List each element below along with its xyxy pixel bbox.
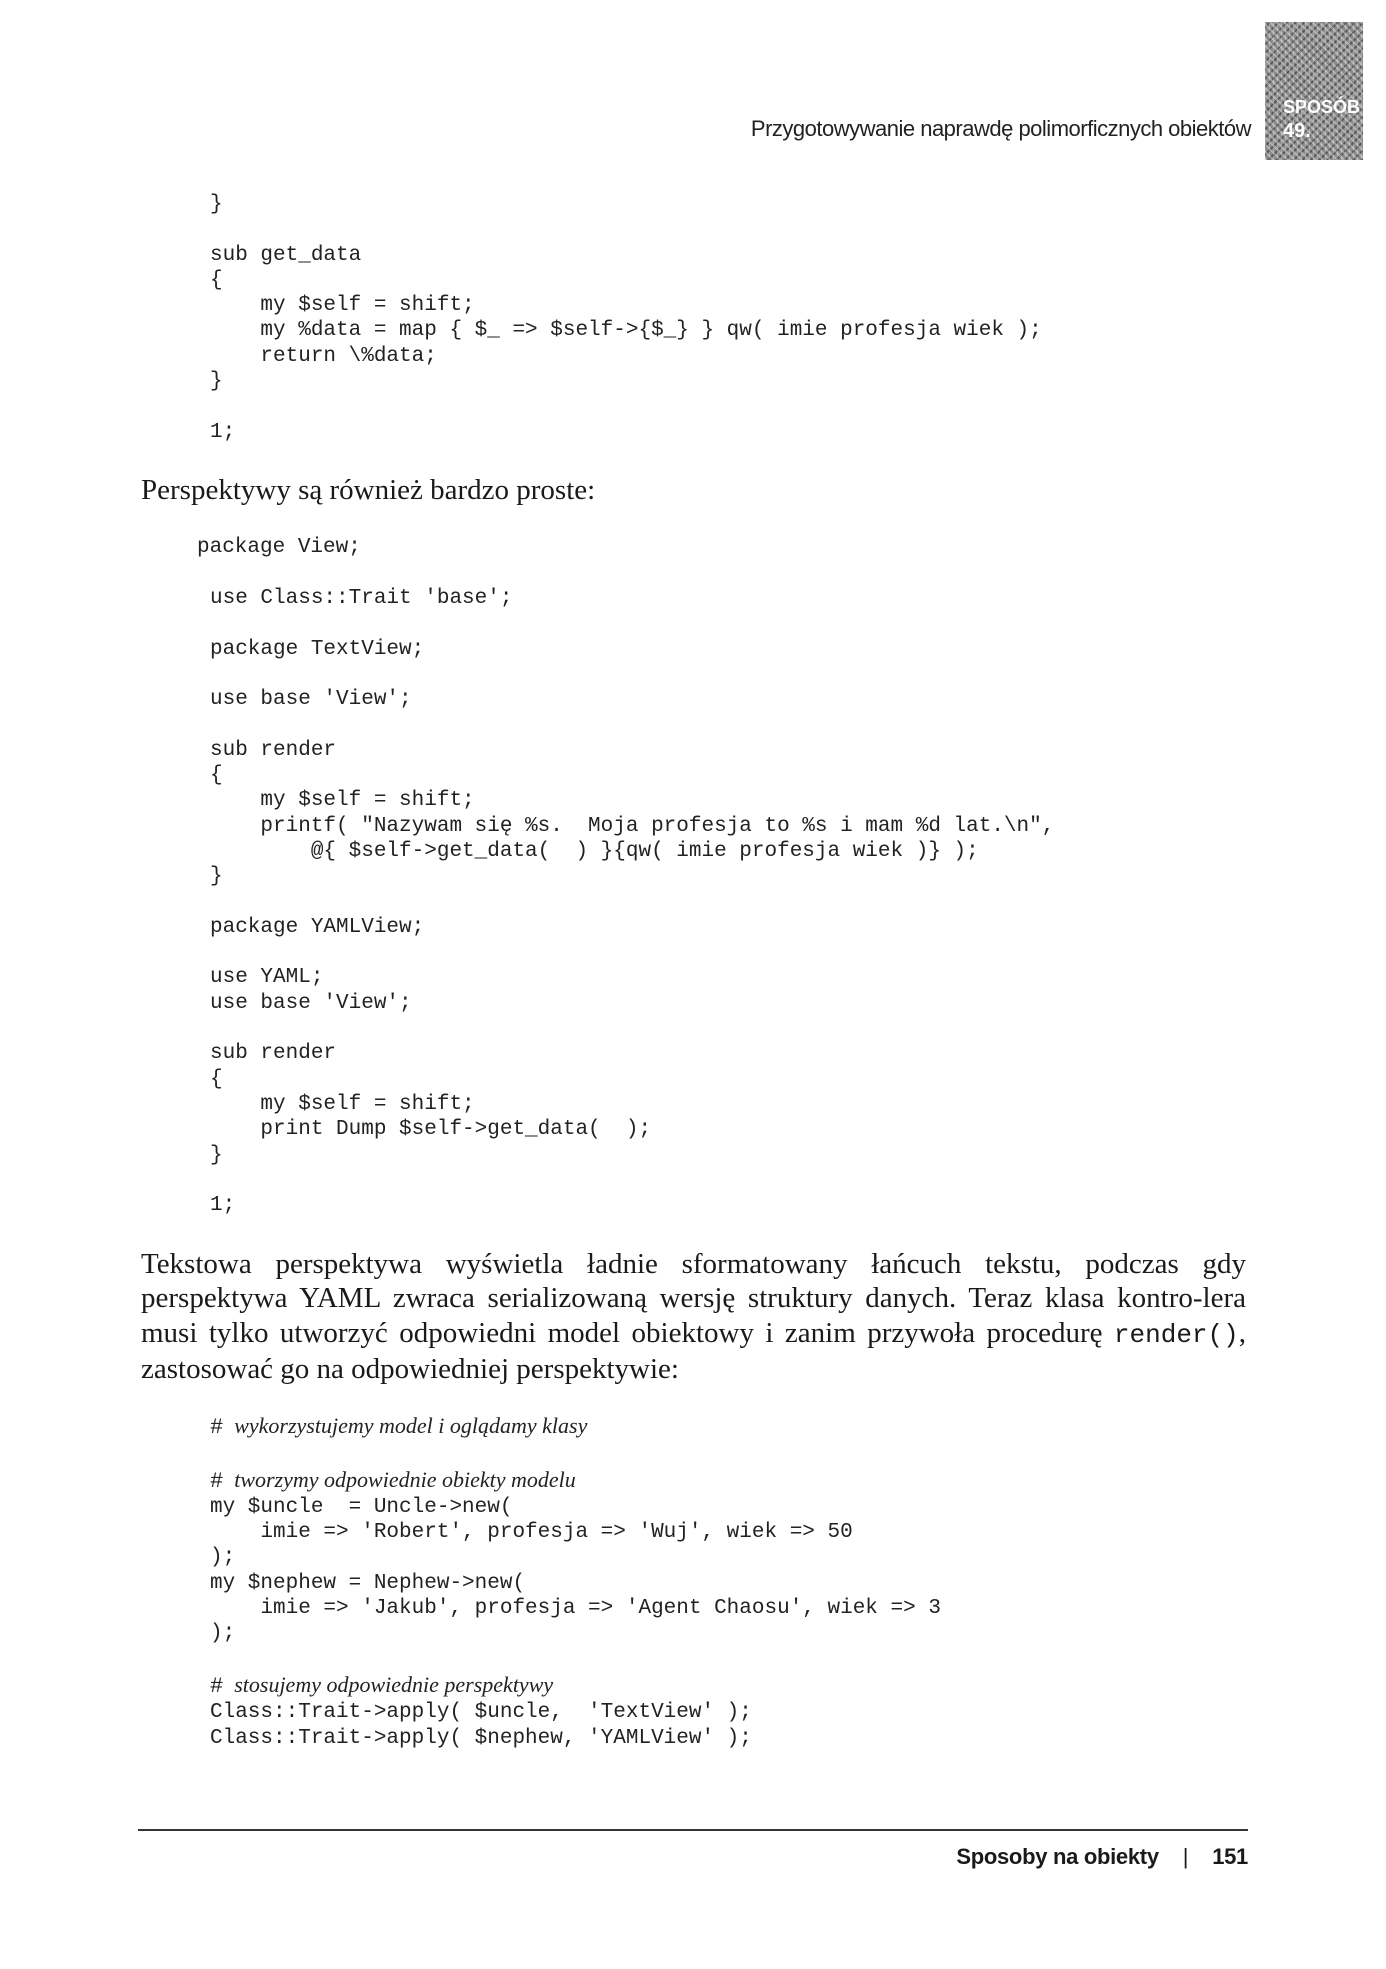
comment-text-2: tworzymy odpowiednie obiekty modelu — [234, 1466, 576, 1492]
hack-tab-label: SPOSÓB — [1283, 97, 1361, 117]
hack-tab-number: 49. — [1283, 120, 1311, 142]
page-footer — [956, 1844, 1248, 1870]
hack-tab-badge — [1265, 22, 1363, 160]
code-lines-apply: Class::Trait->apply( $uncle, 'TextView' ); Class::Trait->apply( $nephew, 'YAMLView' ); — [210, 1701, 752, 1750]
code-lines-objects: my $uncle = Uncle->new( imie => 'Robert', profesja => 'Wuj', wiek => 50 ); my $nephew = Nephew->new( imie => 'Jakub', profesja => 'Agent Chaosu', wiek => 3 ); — [210, 1495, 941, 1646]
code-line-package-view: package View; — [197, 536, 361, 559]
paragraph-text-before: Tekstowa perspektywa wyświetla ładnie sformatowany łańcuch tekstu, podczas gdy perspektywa YAML zwraca serializowaną wersję struktury danych. Teraz klasa kontro-lera musi tylko utworzyć odpowiedni model obiektowy i zanim przywoła procedurę — [141, 1248, 1246, 1349]
code-block-views: use Class::Trait 'base'; package TextView; use base 'View'; sub render { my $self = shift; printf( "Nazywam się %s. Moja profesja to %s i mam %d lat.\n", @{ $self->get_data( ) }{qw( imie profesja wiek )} ); } package YAMLView; use YAML; use base 'View'; sub render { my $self = shift; print Dump $self->get_data( ); } 1; — [210, 587, 1055, 1218]
footer-rule — [138, 1829, 1248, 1831]
code-comment: # stosujemy odpowiednie perspektywy — [210, 1671, 554, 1699]
footer-section-title: Sposoby na obiekty — [956, 1844, 1159, 1869]
running-header-title: Przygotowywanie naprawdę polimorficznych obiektów — [750, 116, 1251, 141]
body-paragraph — [141, 1247, 1246, 1386]
comment-text-3: stosujemy odpowiednie perspektywy — [234, 1671, 554, 1697]
comment-text-1: wykorzystujemy model i oglądamy klasy — [234, 1413, 588, 1438]
paragraph-text-after: , zastosować go na odpowiedniej perspektywie: — [141, 1316, 1246, 1385]
inline-code-render: render() — [1113, 1319, 1239, 1350]
page-number: 151 — [1212, 1844, 1248, 1869]
footer-separator: | — [1182, 1844, 1189, 1869]
code-comment: # tworzymy odpowiednie obiekty modelu — [210, 1466, 576, 1494]
code-block-get-data: } sub get_data { my $self = shift; my %data = map { $_ => $self->{$_} } qw( imie profesja wiek ); return \%data; } 1; — [210, 193, 1042, 444]
code-block-controller — [210, 1413, 941, 1751]
code-comment: # wykorzystujemy model i oglądamy klasy — [210, 1413, 588, 1440]
intro-sentence: Perspektywy są również bardzo proste: — [141, 474, 596, 506]
